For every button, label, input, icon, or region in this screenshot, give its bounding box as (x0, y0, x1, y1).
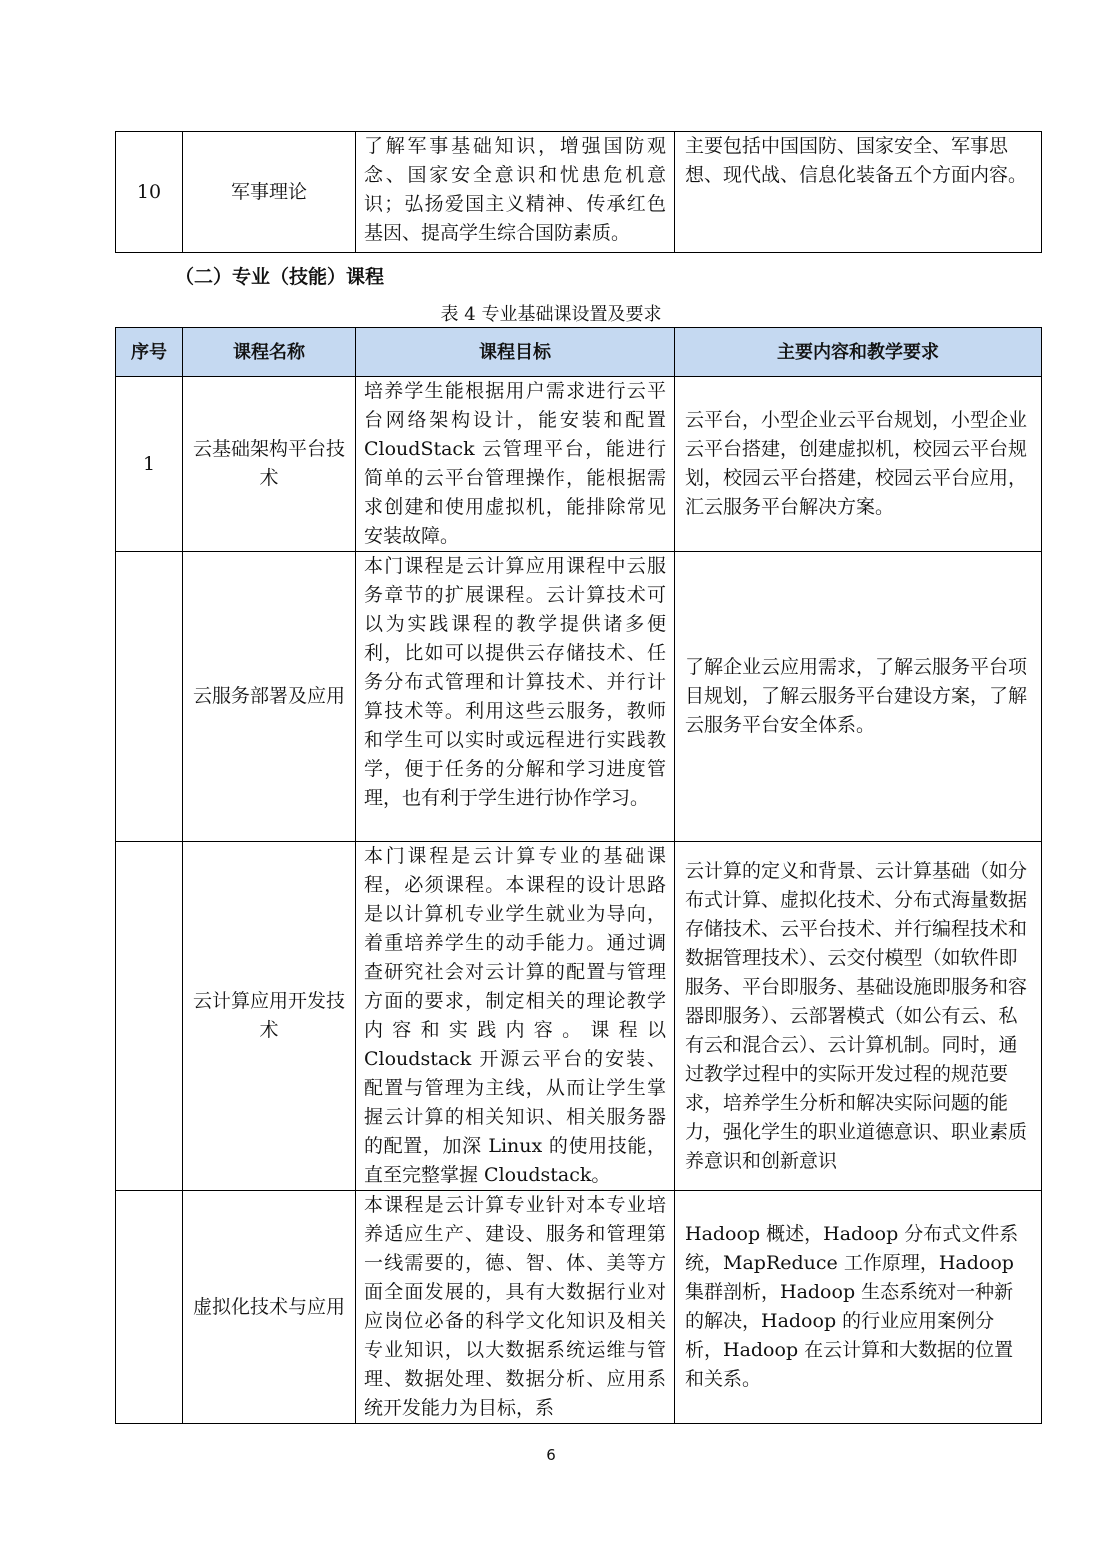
course-content: 了解企业云应用需求，了解云服务平台项目规划，了解云服务平台建设方案，了解云服务平台安全体系。 (675, 552, 1042, 842)
course-name: 虚拟化技术与应用 (183, 1191, 356, 1424)
header-course-goal: 课程目标 (356, 328, 675, 377)
course-name: 云基础架构平台技术 (183, 377, 356, 552)
course-goal: 本课程是云计算专业针对本专业培养适应生产、建设、服务和管理第一线需要的，德、智、体、美等方面全面发展的，具有大数据行业对应岗位必备的科学文化知识及相关专业知识，以大数据系统运维与管理、数据处理、数据分析、应用系统开发能力为目标，系 (356, 1191, 675, 1424)
course-goal: 本门课程是云计算专业的基础课程，必须课程。本课程的设计思路是以计算机专业学生就业为导向，着重培养学生的动手能力。通过调查研究社会对云计算的配置与管理方面的要求，制定相关的理论教学内容和实践内容。课程以 Cloudstack 开源云平台的安装、配置与管理为主线，从而让学生掌握云计算的相关知识、相关服务器的配置，加深 Linux 的使用技能，直至完整掌握 Cloudstack。 (356, 842, 675, 1191)
course-goal: 本门课程是云计算应用课程中云服务章节的扩展课程。云计算技术可以为实践课程的教学提供诸多便利，比如可以提供云存储技术、任务分布式管理和计算技术、并行计算技术等。利用这些云服务，教师和学生可以实时或远程进行实践教学，便于任务的分解和学习进度管理，也有利于学生进行协作学习。 (356, 552, 675, 842)
course-name: 云计算应用开发技术 (183, 842, 356, 1191)
course-goal: 了解军事基础知识，增强国防观念、国家安全意识和忧患危机意识；弘扬爱国主义精神、传承红色基因、提高学生综合国防素质。 (356, 132, 675, 253)
table-row (116, 552, 1042, 842)
course-content: 云计算的定义和背景、云计算基础（如分布式计算、虚拟化技术、分布式海量数据存储技术、云平台技术、并行编程技术和数据管理技术）、云交付模型（如软件即服务、平台即服务、基础设施即服务和容器即服务）、云部署模式（如公有云、私有云和混合云）、云计算机制。同时，通过教学过程中的实际开发过程的规范要求，培养学生分析和解决实际问题的能力，强化学生的职业道德意识、职业素质养意识和创新意识 (675, 842, 1042, 1191)
row-number (116, 1191, 183, 1424)
header-course-name: 课程名称 (183, 328, 356, 377)
table-row (116, 132, 1042, 253)
table-caption: 表 4 专业基础课设置及要求 (440, 304, 662, 325)
table-row (116, 377, 1042, 552)
row-number: 1 (116, 377, 183, 552)
table-header-row (116, 328, 1042, 377)
table-row (116, 842, 1042, 1191)
course-content: Hadoop 概述，Hadoop 分布式文件系统，MapReduce 工作原理，Hadoop 集群剖析，Hadoop 生态系统对一种新的解决，Hadoop 的行业应用案例分析，Hadoop 在云计算和大数据的位置和关系。 (675, 1191, 1042, 1424)
row-number (116, 842, 183, 1191)
header-content: 主要内容和教学要求 (675, 328, 1042, 377)
row-number: 10 (116, 132, 183, 253)
course-name: 云服务部署及应用 (183, 552, 356, 842)
table-row (116, 1191, 1042, 1424)
course-goal: 培养学生能根据用户需求进行云平台网络架构设计，能安装和配置 CloudStack 云管理平台，能进行简单的云平台管理操作，能根据需求创建和使用虚拟机，能排除常见安装故障。 (356, 377, 675, 552)
page-number: 6 (546, 1446, 556, 1464)
row-number (116, 552, 183, 842)
course-content: 主要包括中国国防、国家安全、军事思想、现代战、信息化装备五个方面内容。 (675, 132, 1042, 253)
header-number: 序号 (116, 328, 183, 377)
professional-course-table (115, 327, 1042, 1424)
continued-course-table (115, 131, 1042, 253)
course-content: 云平台，小型企业云平台规划，小型企业云平台搭建，创建虚拟机，校园云平台规划，校园云平台搭建，校园云平台应用，汇云服务平台解决方案。 (675, 377, 1042, 552)
course-name: 军事理论 (183, 132, 356, 253)
section-heading: （二）专业（技能）课程 (175, 266, 385, 288)
